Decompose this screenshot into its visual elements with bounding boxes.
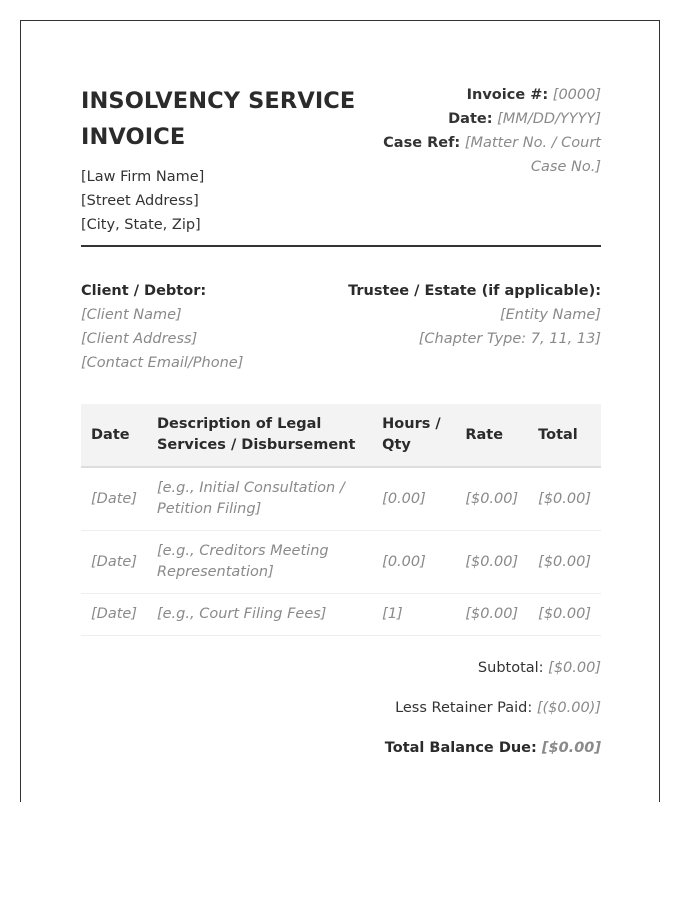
row-total: [$0.00] (528, 594, 601, 636)
invoice-meta (361, 83, 601, 179)
row-description (147, 467, 372, 531)
invoice-title-line2: INVOICE (81, 124, 186, 150)
case-ref-line (361, 131, 601, 155)
row-qty: [0.00] (372, 531, 455, 594)
row-total: [$0.00] (528, 467, 601, 531)
subtotal-value: [$0.00] (548, 660, 601, 676)
client-block (81, 279, 243, 375)
subtotal-row (201, 656, 601, 696)
invoice-title (81, 83, 361, 155)
case-ref-line2 (361, 155, 601, 179)
retainer-label: Less Retainer Paid: (395, 700, 533, 716)
case-ref-value-line1: [Matter No. / Court (464, 135, 601, 151)
row-description-line2: Representation] (156, 564, 274, 580)
table-header (81, 404, 601, 467)
client-contact: [Contact Email/Phone] (81, 355, 244, 371)
client-name: [Client Name] (81, 307, 182, 323)
totals-section (201, 656, 601, 776)
retainer-row (201, 696, 601, 736)
header-description-line2: Services / Disbursement (156, 437, 356, 453)
line-items-table (81, 404, 601, 636)
firm-address-block (81, 165, 204, 237)
balance-due-row (201, 736, 601, 776)
invoice-header (81, 83, 601, 253)
row-qty: [0.00] (372, 467, 455, 531)
subtotal-label: Subtotal: (477, 660, 544, 676)
firm-name: [Law Firm Name] (81, 169, 205, 185)
invoice-number-line (361, 83, 601, 107)
table-body (81, 467, 601, 636)
header-description-line1: Description of Legal (156, 416, 322, 432)
case-ref-value-line2: Case No.] (530, 159, 601, 175)
header-total: Total (528, 404, 601, 467)
case-ref-label: Case Ref: (383, 135, 461, 151)
row-description (147, 531, 372, 594)
header-rate: Rate (455, 404, 528, 467)
retainer-value: [($0.00)] (536, 700, 601, 716)
trustee-chapter: [Chapter Type: 7, 11, 13] (418, 331, 601, 347)
invoice-number-value: [0000] (552, 87, 601, 103)
row-date: [Date] (81, 467, 147, 531)
row-description-line2: Petition Filing] (156, 501, 262, 517)
header-hours-line1: Hours / (382, 416, 441, 432)
header-hours-line2: Qty (382, 437, 411, 453)
trustee-block (348, 279, 601, 351)
row-rate: [$0.00] (455, 467, 528, 531)
row-description-line1: [e.g., Creditors Meeting (156, 543, 329, 559)
table-header-row (81, 404, 601, 467)
invoice-page (20, 20, 660, 802)
balance-due-value: [$0.00] (541, 740, 601, 756)
row-description (147, 594, 372, 636)
invoice-date-value: [MM/DD/YYYY] (497, 111, 601, 127)
row-total: [$0.00] (528, 531, 601, 594)
trustee-entity: [Entity Name] (499, 307, 601, 323)
invoice-date-label: Date: (448, 111, 493, 127)
table-row (81, 467, 601, 531)
firm-street: [Street Address] (81, 193, 199, 209)
invoice-number-label: Invoice #: (466, 87, 549, 103)
invoice-date-line (361, 107, 601, 131)
row-rate: [$0.00] (455, 531, 528, 594)
client-address: [Client Address] (81, 331, 198, 347)
invoice-title-line1: INSOLVENCY SERVICE (81, 88, 356, 114)
row-qty: [1] (372, 594, 455, 636)
header-hours (372, 404, 455, 467)
trustee-heading: Trustee / Estate (if applicable): (348, 283, 601, 299)
row-date: [Date] (81, 594, 147, 636)
balance-due-label: Total Balance Due: (384, 740, 537, 756)
row-date: [Date] (81, 531, 147, 594)
parties-section (81, 279, 601, 379)
row-description-line1: [e.g., Initial Consultation / (156, 480, 345, 496)
row-rate: [$0.00] (455, 594, 528, 636)
table-row (81, 531, 601, 594)
firm-city: [City, State, Zip] (81, 217, 201, 233)
row-description-line1: [e.g., Court Filing Fees] (156, 606, 327, 622)
header-divider (81, 245, 601, 247)
header-date: Date (81, 404, 147, 467)
client-heading: Client / Debtor: (81, 283, 207, 299)
header-description (147, 404, 372, 467)
table-row (81, 594, 601, 636)
